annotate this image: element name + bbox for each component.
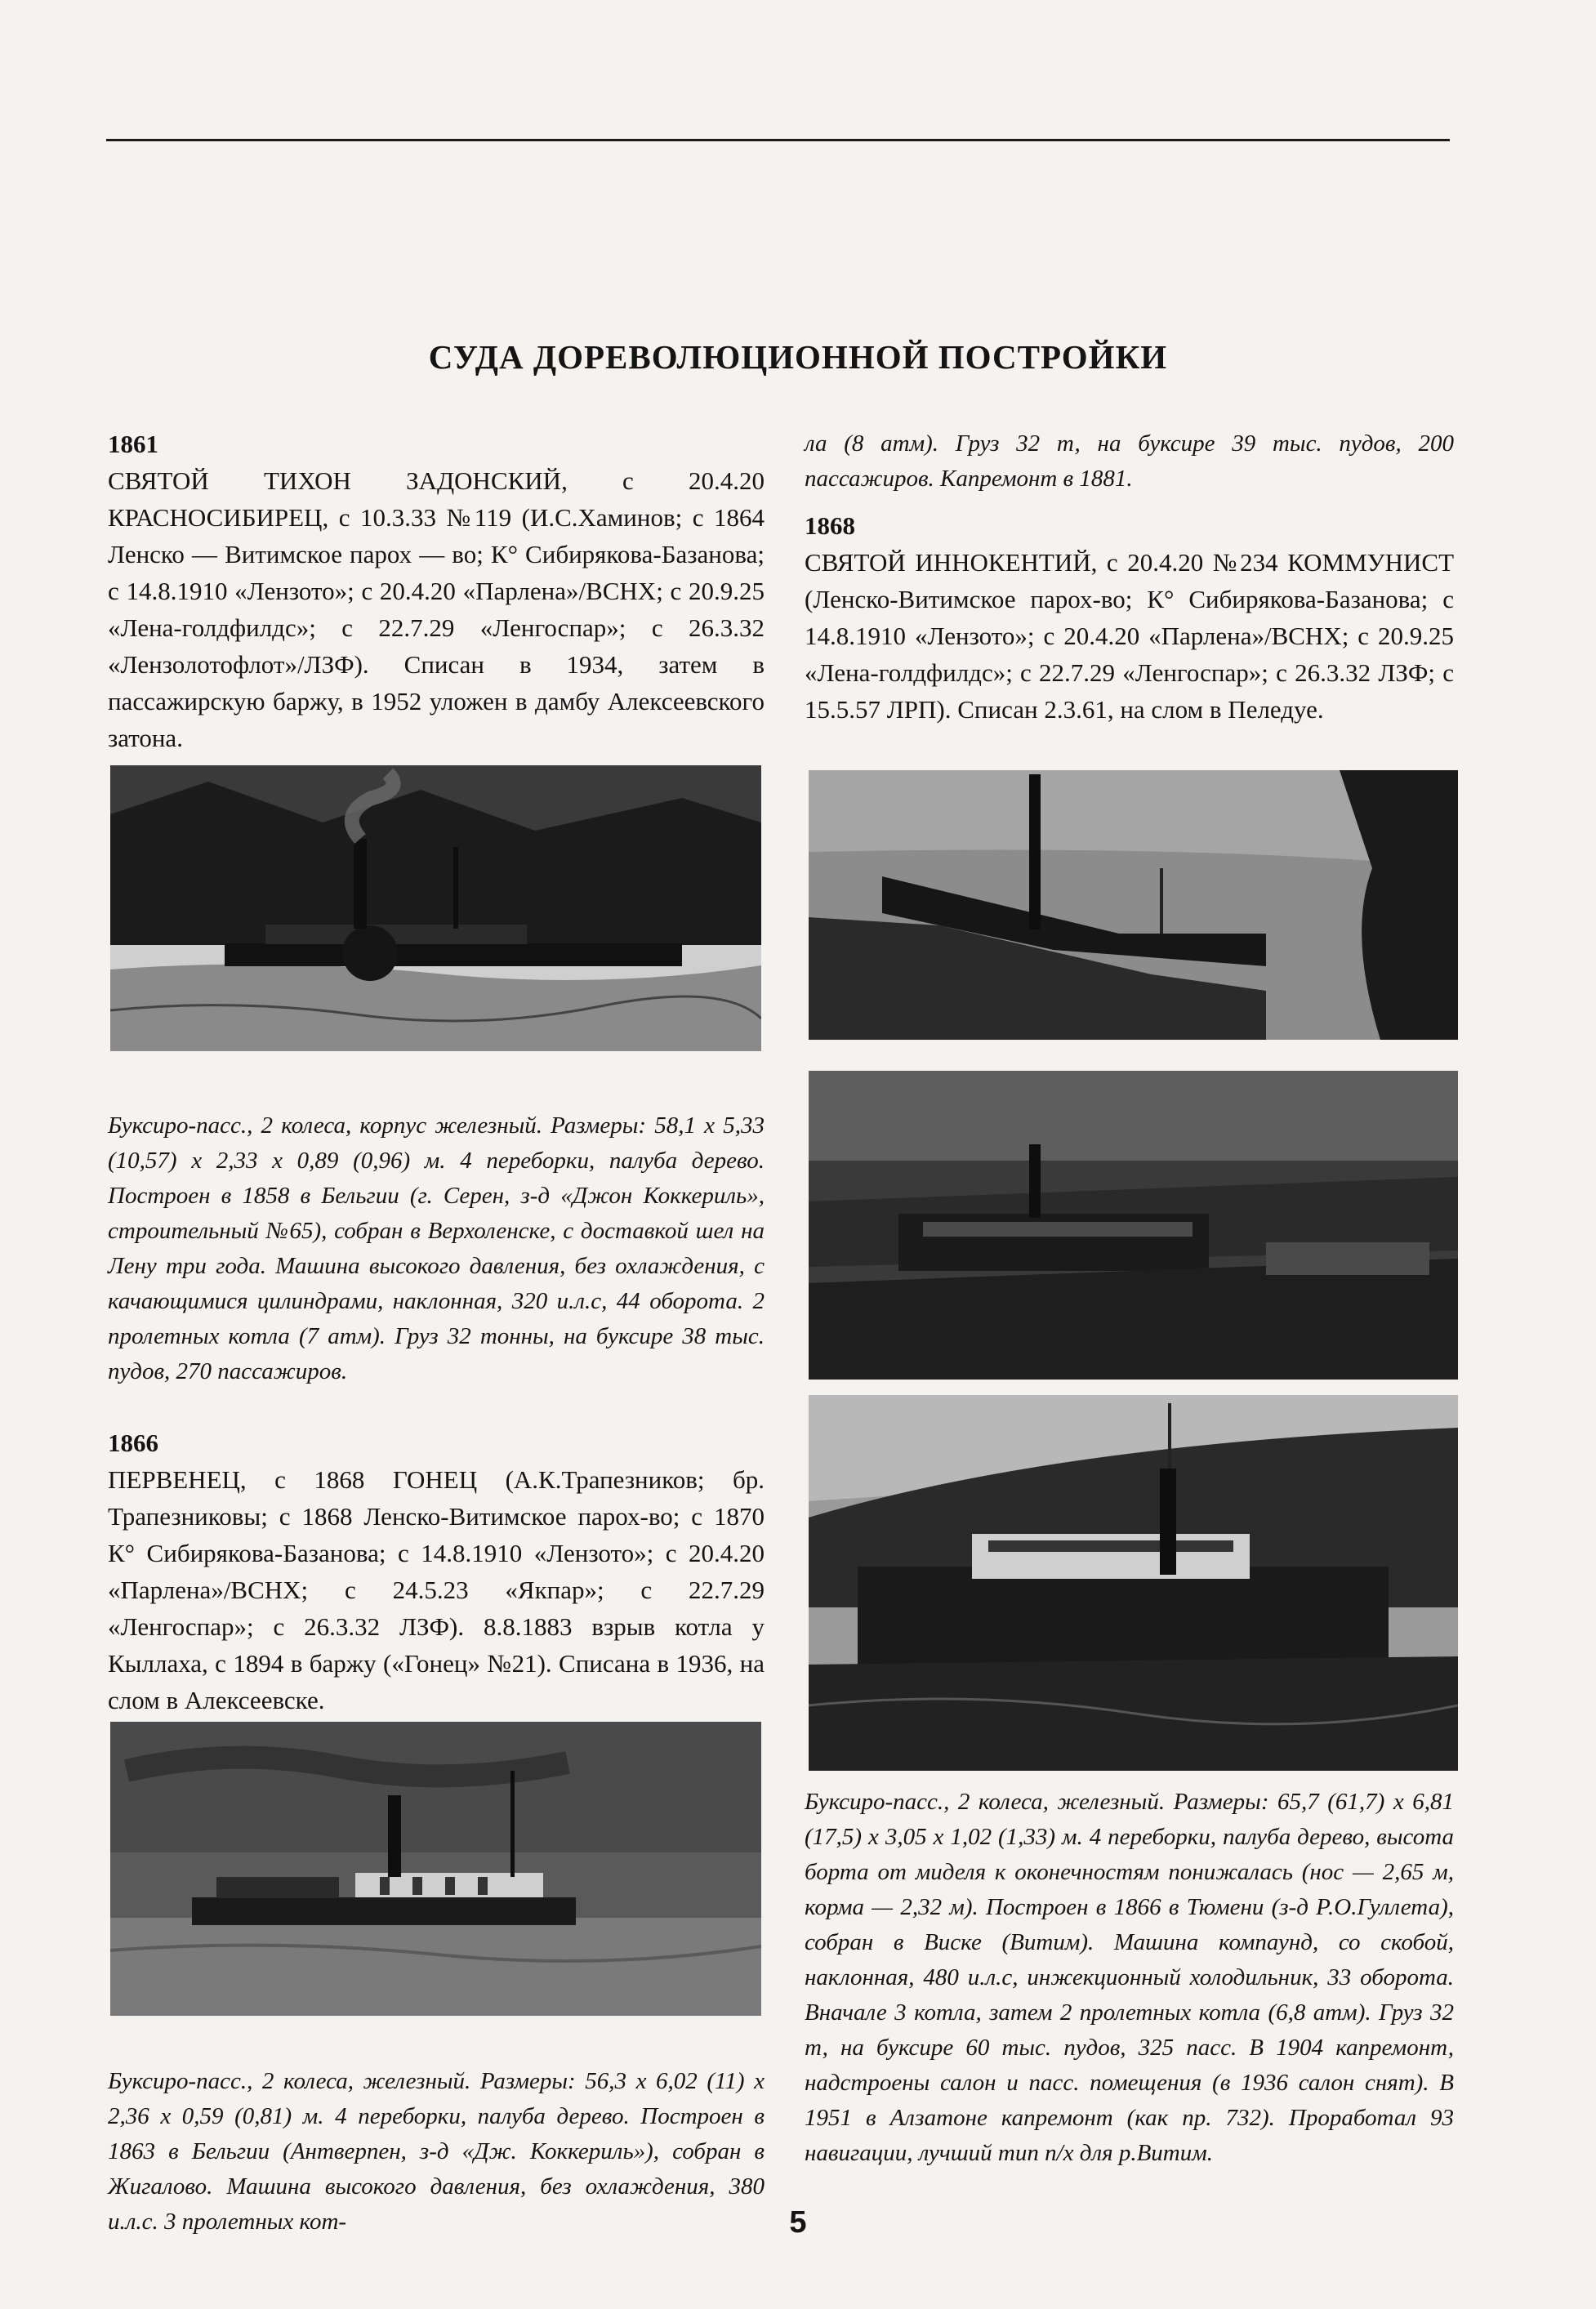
continuation [805, 426, 1454, 497]
entry-1866 [108, 1425, 765, 1718]
photo-svyatoy-innokentiy-2 [809, 1071, 1458, 1380]
photo-svyatoy-innokentiy-1 [809, 770, 1458, 1040]
continuation-text: ла (8 атм). Груз 32 т, на буксире 39 тыс. пудов, 200 пассажиров. Капремонт в 1881. [805, 430, 1454, 492]
entry-text: СВЯТОЙ ТИХОН ЗАДОНСКИЙ, с 20.4.20 КРАСНОСИБИРЕЦ, с 10.3.33 №119 (И.С.Хаминов; с 1864 Ленско — Витимское парох — во; К° Сибирякова-Базанова; с 14.8.1910 «Лензото»; с 20.4.20 «Парлена»/ВСНХ; с 20.9.25 «Лена-голдфилдс»; с 22.7.29 «Ленгоспар»; с 26.3.32 «Лензолотофлот»/ЛЗФ). Списан в 1934, затем в пассажирскую баржу, в 1952 уложен в дамбу Алексеевского затона. [108, 466, 765, 752]
caption-1868 [805, 1785, 1454, 2171]
entry-text: ПЕРВЕНЕЦ, с 1868 ГОНЕЦ (А.К.Трапезников; бр. Трапезниковы; с 1868 Ленско-Витимское парох-во; с 1870 К° Сибирякова-Базанова; с 14.8.1910 «Лензото»; с 20.4.20 «Парлена»/ВСНХ; с 24.5.23 «Якпар»; с 22.7.29 «Ленгоспар»; с 26.3.32 ЛЗФ). 8.8.1883 взрыв котла у Кыллаха, с 1894 в баржу («Гонец» №21). Списана в 1936, на слом в Алексеевске. [108, 1465, 765, 1714]
entry-1861 [108, 426, 765, 756]
page-title: СУДА ДОРЕВОЛЮЦИОННОЙ ПОСТРОЙКИ [428, 338, 1168, 376]
photo-caption: Буксиро-пасс., 2 колеса, корпус железный. Размеры: 58,1 х 5,33 (10,57) х 2,33 х 0,89 (0,96) м. 4 переборки, палуба дерево. Построен в 1858 в Бельгии (г. Серен, з-д «Джон Коккериль», строительный №65), собран в Верхоленске, с доставкой шел на Лену три года. Машина высокого давления, без охлаждения, с качающимися цилиндрами, наклонная, 320 и.л.с, 44 оборота. 2 пролетных котла (7 атм). Груз 32 тонны, на буксире 38 тыс. пудов, 270 пассажиров. [108, 1112, 765, 1384]
caption-1861 [108, 1108, 765, 1389]
photo-svyatoy-innokentiy-3 [809, 1395, 1458, 1771]
entry-1868 [805, 508, 1454, 728]
photo-caption: Буксиро-пасс., 2 колеса, железный. Размеры: 65,7 (61,7) х 6,81 (17,5) х 3,05 х 1,02 (1,33) м. 4 переборки, палуба дерево, высота борта от миделя к оконечностям понижалась (нос — 2,65 м, корма — 2,32 м). Построен в 1866 в Тюмени (з-д Р.О.Гуллета), собран в Виске (Витим). Машина компаунд, со скобой, наклонная, 480 и.л.с, инжекционный холодильник, 33 оборота. Вначале 3 котла, затем 2 пролетных котла (6,8 атм). Груз 32 т, на буксире 60 тыс. пудов, 325 пасс. В 1904 капремонт, надстроены салон и пасс. помещения (в 1936 салон снят). В 1951 в Алзатоне капремонт (как пр. 732). Проработал 93 навигации, лучший тип п/х для р.Витим. [805, 1789, 1454, 2166]
entry-text: СВЯТОЙ ИННОКЕНТИЙ, с 20.4.20 №234 КОММУНИСТ (Ленско-Витимское парох-во; К° Сибирякова-Базанова; с 14.8.1910 «Лензото»; с 20.4.20 «Парлена»/ВСНХ; с 20.9.25 «Лена-голдфилдс»; с 22.7.29 «Ленгоспар»; с 26.3.32 ЛЗФ; с 15.5.57 ЛРП). Списан 2.3.61, на слом в Пеледуе. [805, 548, 1454, 724]
entry-year: 1868 [805, 511, 855, 540]
photo-caption: Буксиро-пасс., 2 колеса, железный. Размеры: 56,3 х 6,02 (11) х 2,36 х 0,59 (0,81) м. 4 переборки, палуба дерево. Построен в 1863 в Бельгии (Антверпен, з-д «Дж. Коккериль»), собран в Жигалово. Машина высокого давления, без охлаждения, 380 и.л.с. 3 пролетных кот- [108, 2068, 765, 2235]
entry-year: 1866 [108, 1429, 158, 1457]
header-rule [106, 139, 1450, 141]
photo-pervenets [110, 1722, 761, 2016]
page-number: 5 [789, 2205, 807, 2240]
photo-svyatoy-tikhon [110, 765, 761, 1051]
entry-year: 1861 [108, 430, 158, 458]
